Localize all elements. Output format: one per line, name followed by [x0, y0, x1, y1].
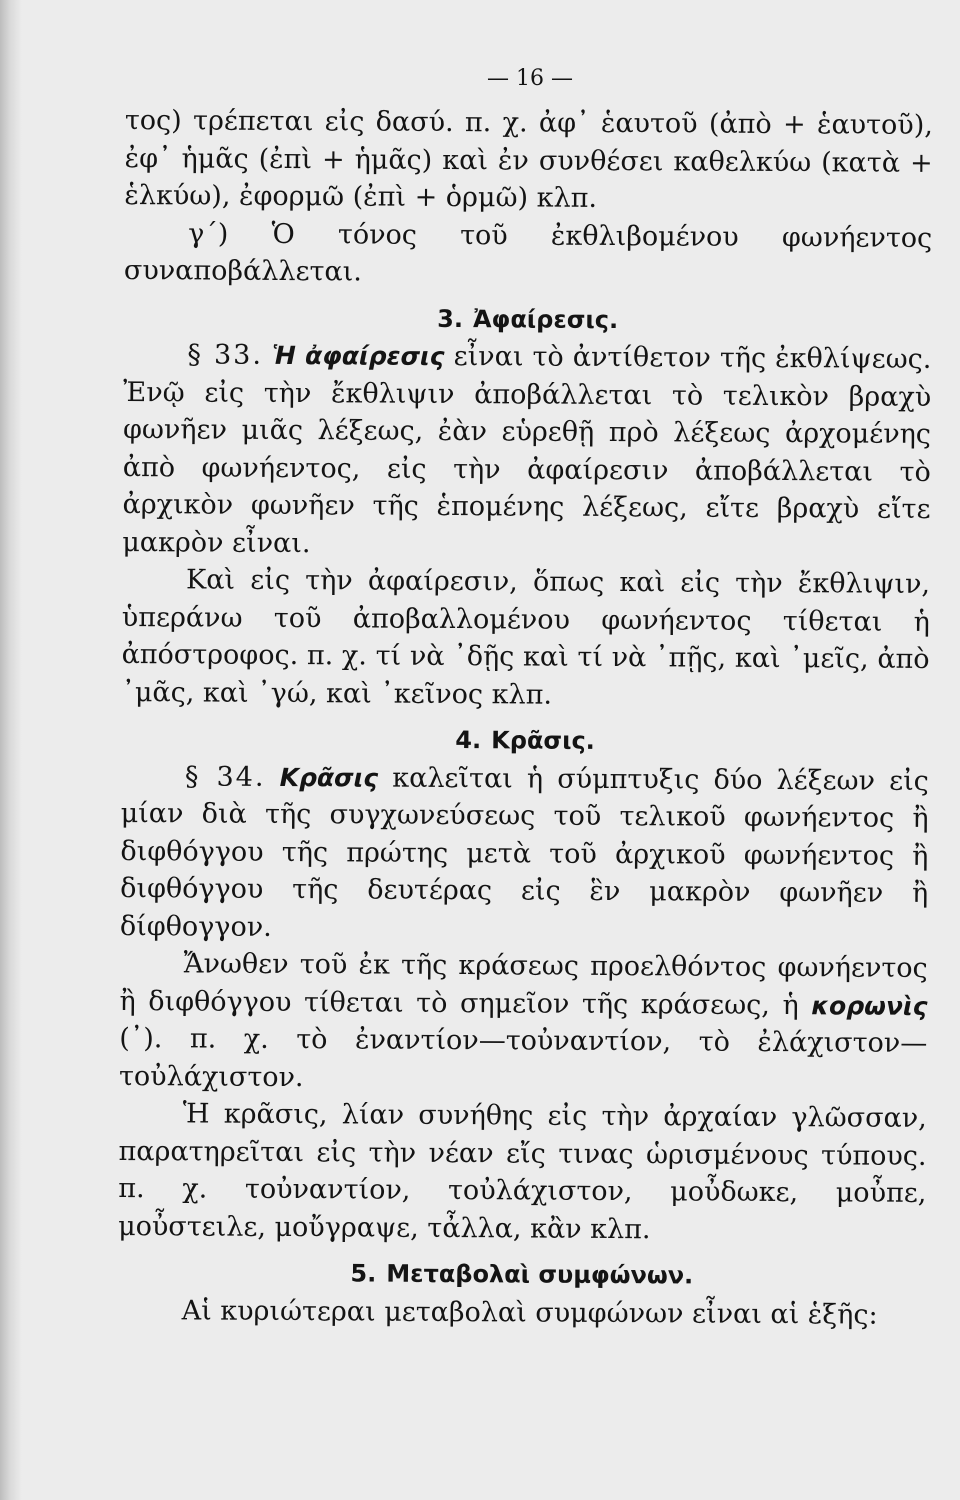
coronis-text-start: Ἄνωθεν τοῦ ἐκ τῆς κράσεως προελθόντος φωνήεντος ἢ διφθόγγου τίθεται τὸ σημεῖον τῆς κράσεως, ἡ [119, 948, 928, 1021]
page-binding-shadow [0, 0, 22, 1500]
paragraph-consonant-intro: Αἱ κυριώτεραι μεταβολαὶ συμφώνων εἶναι αἱ ἑξῆς: [181, 1294, 878, 1331]
paragraph-crasis-modern: Ἡ κρᾶσις, λίαν συνήθης εἰς τὴν ἀρχαίαν γλῶσσαν, παρατηρεῖται εἰς τὴν νέαν εἴς τινας ὡρισμένους τύπους. π. χ. τοὐναντίον, τοὐλάχιστον, μοὖδωκε, μοὖπε, μοὖστειλε, μοὔγραψε, τἆλλα, κἂν κλπ. [118, 1098, 927, 1245]
page-number: — 16 — [487, 66, 573, 91]
section-mark-33: § 33. [187, 339, 264, 371]
section-33-text: εἶναι τὸ ἀντίθετον τῆς ἐκθλίψεως. Ἐνῷ εἰς τὴν ἔκθλιψιν ἀποβάλλεται τὸ τελικὸν βραχὺ φωνῆεν μιᾶς λέξεως, ἐὰν εὑρεθῇ πρὸ λέξεως ἀρχομένης ἀπὸ φωνήεντος, εἰς τὴν ἀφαίρεσιν ἀποβάλλεται τὸ ἀρχικὸν φωνῆεν τῆς ἑπομένης λέξεως, εἴτε βραχὺ εἴτε μακρὸν εἶναι. [122, 341, 932, 559]
paragraph-coronis [119, 945, 928, 1100]
section-heading-number: 3. [437, 304, 464, 333]
section-heading-crasis [121, 711, 929, 762]
term-apheresis: Ἡ ἀφαίρεσις [271, 340, 445, 371]
paragraph-section-33 [122, 336, 931, 566]
term-crasis: Κρᾶσις [279, 762, 379, 793]
section-heading-consonant-changes [118, 1245, 926, 1296]
paragraph-section-34 [120, 757, 929, 949]
coronis-text-end: (᾽). π. χ. τὸ ἐναντίον—τοὐναντίον, τὸ ἐλάχιστον—τοὐλάχιστον. [118, 1022, 928, 1093]
paragraph-apostrophe: Καὶ εἰς τὴν ἀφαίρεσιν, ὅπως καὶ εἰς τὴν ἔκθλιψιν, ὑπεράνω τοῦ ἀποβαλλομένου φωνήεντος τίθεται ἡ ἀπόστροφος. π. χ. τί νὰ ᾽δῇς καὶ τί νὰ ᾽πῇς, καὶ ᾽μεῖς, ἀπὸ ᾽μᾶς, καὶ ᾽γώ, καὶ ᾽κεῖνος κλπ. [121, 564, 931, 711]
section-heading-title: Ἀφαίρεσις. [472, 304, 619, 334]
section-heading-number: 5. [350, 1259, 377, 1288]
section-heading-apheresis [124, 289, 932, 340]
paragraph-continuation: τος) τρέπεται εἰς δασύ. π. χ. ἀφ᾽ ἑαυτοῦ (ἀπὸ + ἑαυτοῦ), ἐφ᾽ ἡμᾶς (ἐπὶ + ἡμᾶς) καὶ ἐν συνθέσει καθελκύω (κατὰ + ἑλκύω), ἐφορμῶ (ἐπὶ + ὁρμῶ) κλπ. [124, 104, 933, 214]
section-heading-number: 4. [455, 726, 482, 755]
paragraph-rule-gamma: γ΄) Ὁ τόνος τοῦ ἐκθλιβομένου φωνήεντος συναποβάλλεται. [123, 217, 933, 288]
section-heading-title: Κρᾶσις. [491, 726, 595, 755]
section-mark-34: § 34. [184, 760, 266, 793]
term-coronis: κορωνὶς [811, 990, 928, 1021]
section-34-text: καλεῖται ἡ σύμπτυξις δύο λέξεων εἰς μίαν διὰ τῆς συγχωνεύσεως τοῦ τελικοῦ φωνήεντος ἢ διφθόγγου τῆς πρώτης μετὰ τοῦ ἀρχικοῦ φωνήεντος ἢ διφθόγγου τῆς δευτέρας εἰς ἓν μακρὸν φωνῆεν ἢ δίφθογγον. [119, 762, 929, 943]
page-body [118, 102, 933, 1334]
section-heading-title: Μεταβολαὶ συμφώνων. [386, 1259, 694, 1290]
